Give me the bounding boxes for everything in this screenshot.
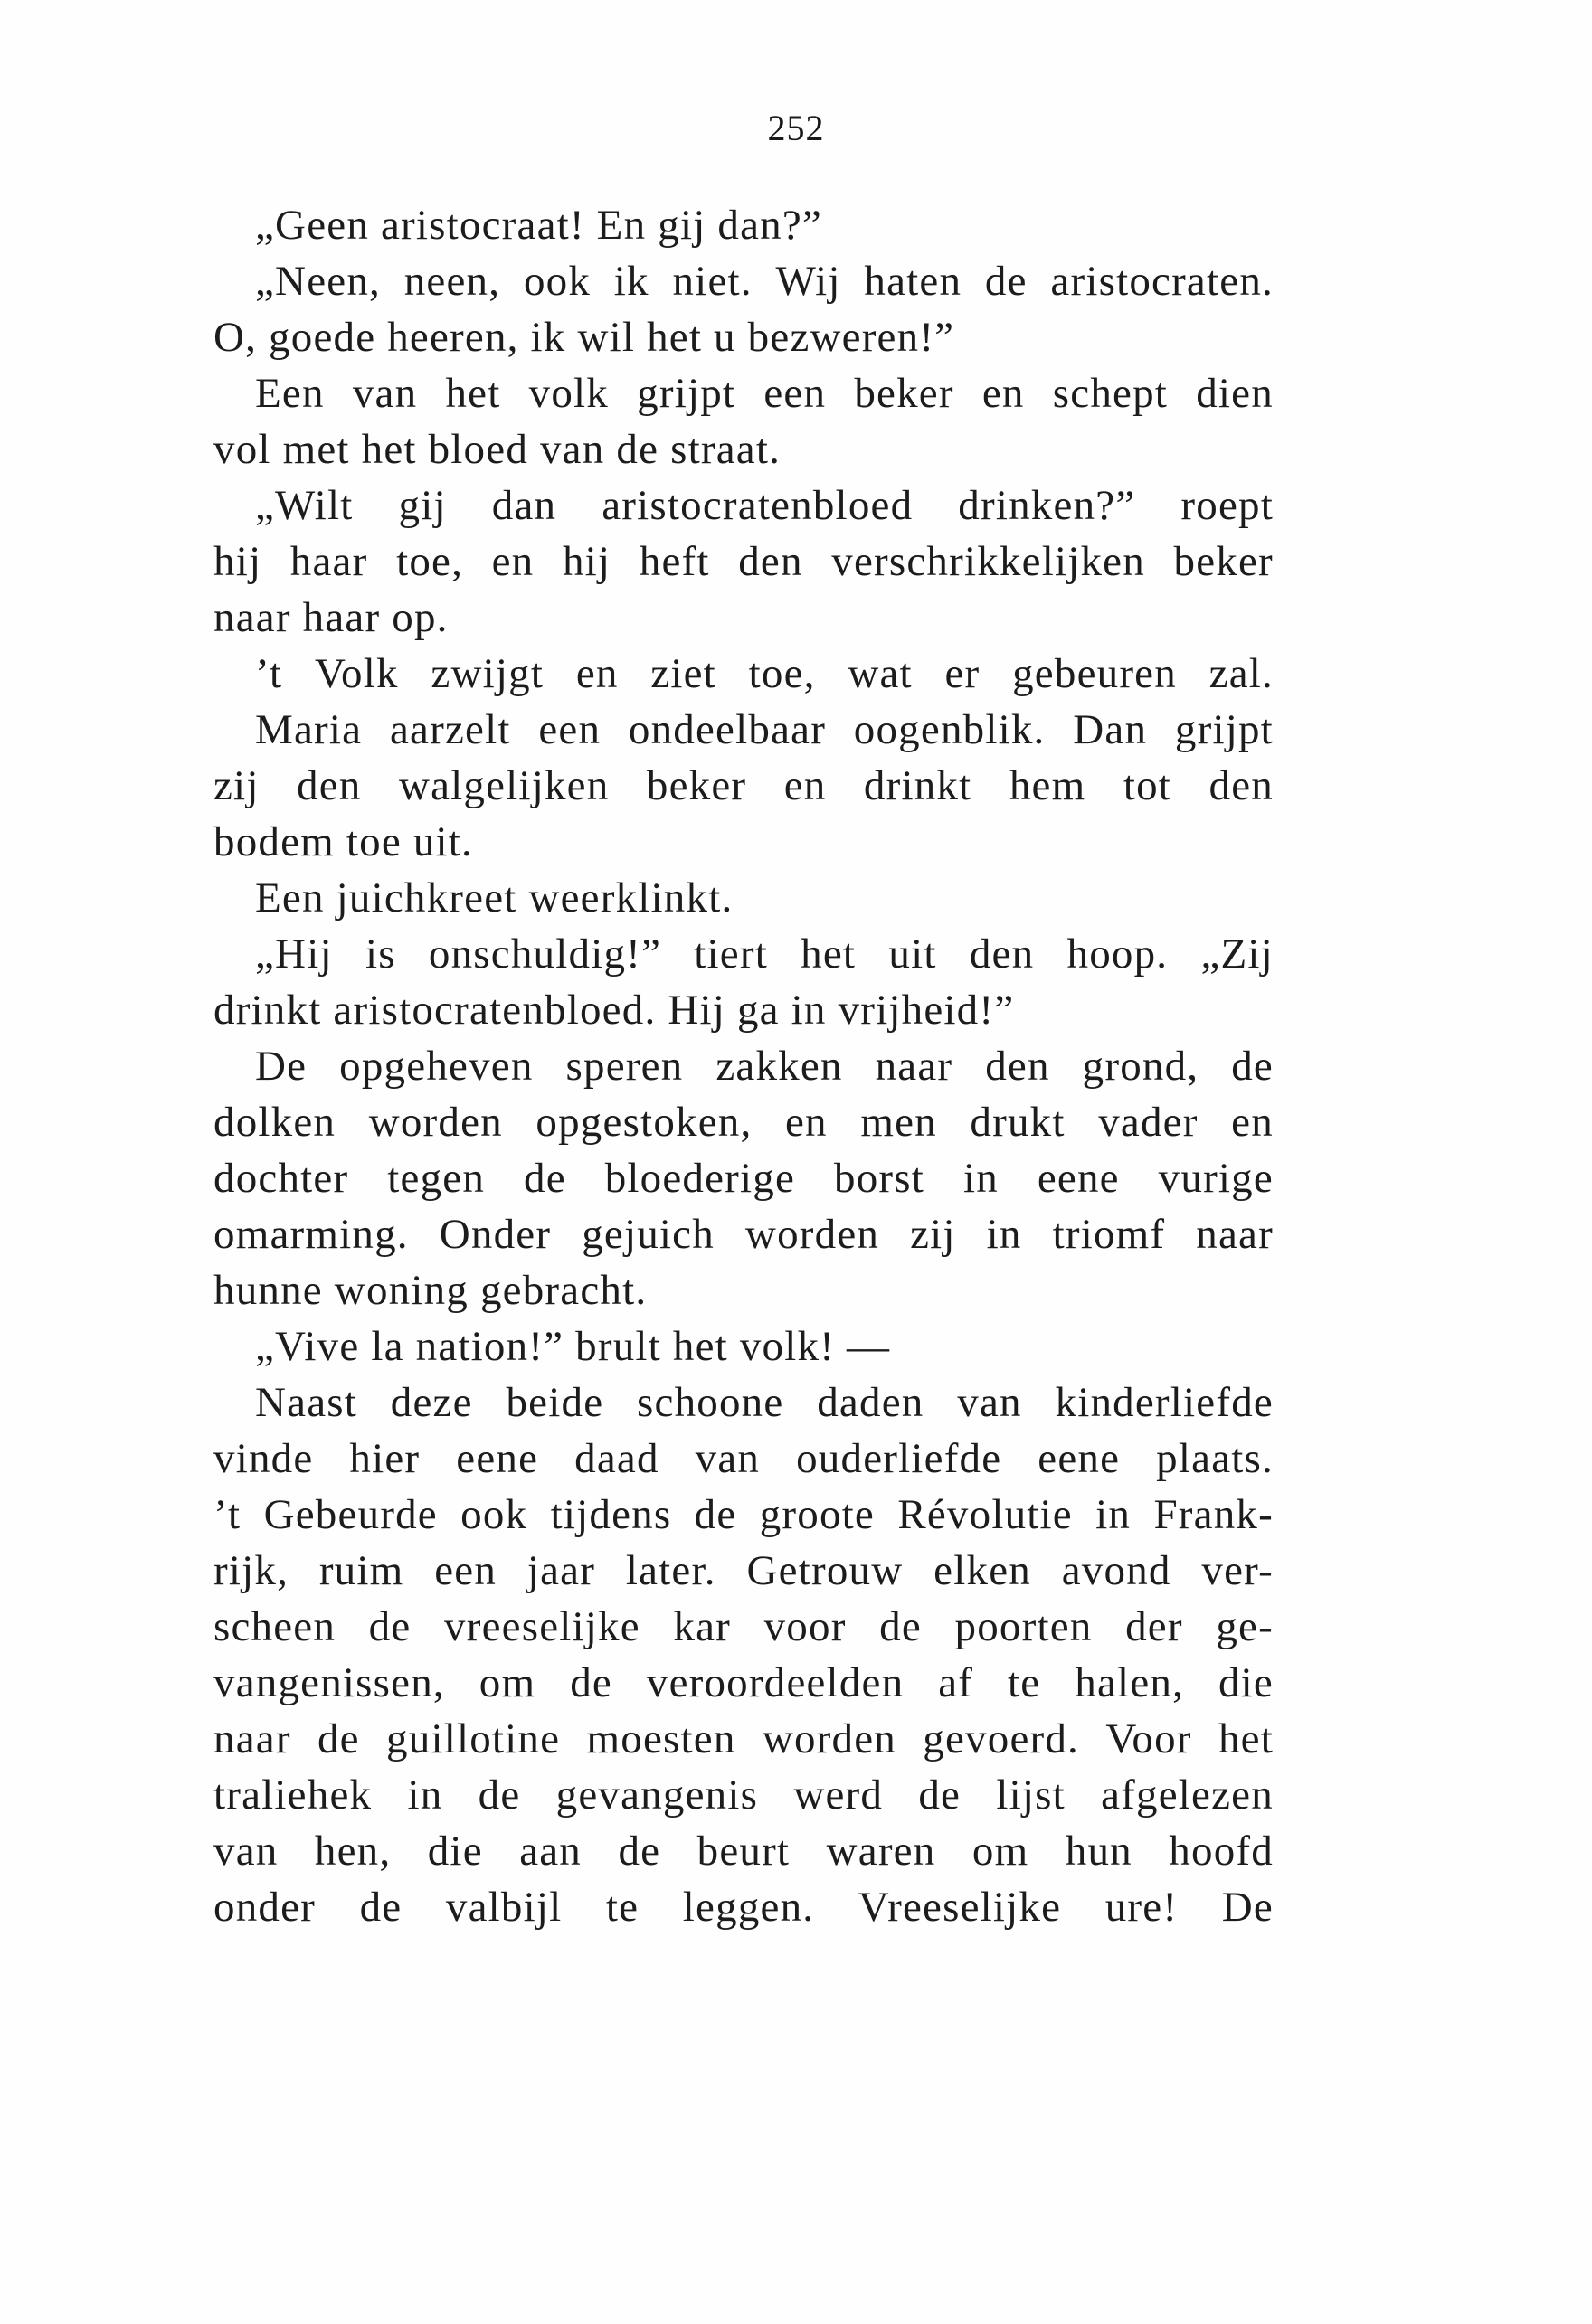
text-line: hunne woning gebracht.: [213, 1267, 648, 1314]
body-text: [213, 197, 1274, 1935]
text-line: Een van het volk grijpt een beker en schept dien: [255, 370, 1274, 417]
text-line: De opgeheven speren zakken naar den grond, de: [255, 1043, 1274, 1090]
text-line: vinde hier eene daad van ouderliefde eene plaats.: [213, 1435, 1274, 1482]
text-line: O, goede heeren, ik wil het u bezweren!”: [213, 314, 955, 361]
text-line: scheen de vreeselijke kar voor de poorten der ge-: [213, 1603, 1274, 1650]
text-line: bodem toe uit.: [213, 818, 474, 865]
text-line: „Wilt gij dan aristocratenbloed drinken?” roept: [255, 482, 1274, 529]
text-line: rijk, ruim een jaar later. Getrouw elken avond ver-: [213, 1547, 1274, 1594]
text-line: Naast deze beide schoone daden van kinderliefde: [255, 1379, 1274, 1426]
text-line: dolken worden opgestoken, en men drukt vader en: [213, 1099, 1274, 1146]
text-line: „Hij is onschuldig!” tiert het uit den hoop. „Zij: [255, 931, 1274, 978]
text-line: ’t Volk zwijgt en ziet toe, wat er gebeuren zal.: [255, 650, 1274, 697]
text-line: naar haar op.: [213, 594, 449, 641]
text-line: ’t Gebeurde ook tijdens de groote Révolutie in Frank-: [213, 1491, 1274, 1538]
text-line: hij haar toe, en hij heft den verschrikkelijken beker: [213, 538, 1274, 585]
text-line: van hen, die aan de beurt waren om hun hoofd: [213, 1828, 1274, 1875]
text-line: vangenissen, om de veroordeelden af te halen, die: [213, 1659, 1274, 1706]
text-line: „Geen aristocraat! En gij dan?”: [255, 202, 822, 249]
text-line: Maria aarzelt een ondeelbaar oogenblik. Dan grijpt: [255, 706, 1274, 753]
text-line: drinkt aristocratenbloed. Hij ga in vrijheid!”: [213, 987, 1015, 1034]
text-line: naar de guillotine moesten worden gevoerd. Voor het: [213, 1715, 1274, 1762]
text-line: omarming. Onder gejuich worden zij in triomf naar: [213, 1211, 1274, 1258]
text-line: dochter tegen de bloederige borst in eene vurige: [213, 1155, 1274, 1202]
page-number: 252: [767, 108, 825, 148]
text-line: zij den walgelijken beker en drinkt hem tot den: [213, 762, 1274, 809]
text-line: vol met het bloed van de straat.: [213, 426, 782, 473]
text-line: traliehek in de gevangenis werd de lijst afgelezen: [213, 1771, 1274, 1819]
text-line: Een juichkreet weerklinkt.: [255, 874, 734, 921]
text-line: onder de valbijl te leggen. Vreeselijke ure! De: [213, 1884, 1274, 1931]
text-line: „Vive la nation!” brult het volk! —: [255, 1323, 891, 1370]
text-line: „Neen, neen, ook ik niet. Wij haten de aristocraten.: [255, 258, 1274, 305]
